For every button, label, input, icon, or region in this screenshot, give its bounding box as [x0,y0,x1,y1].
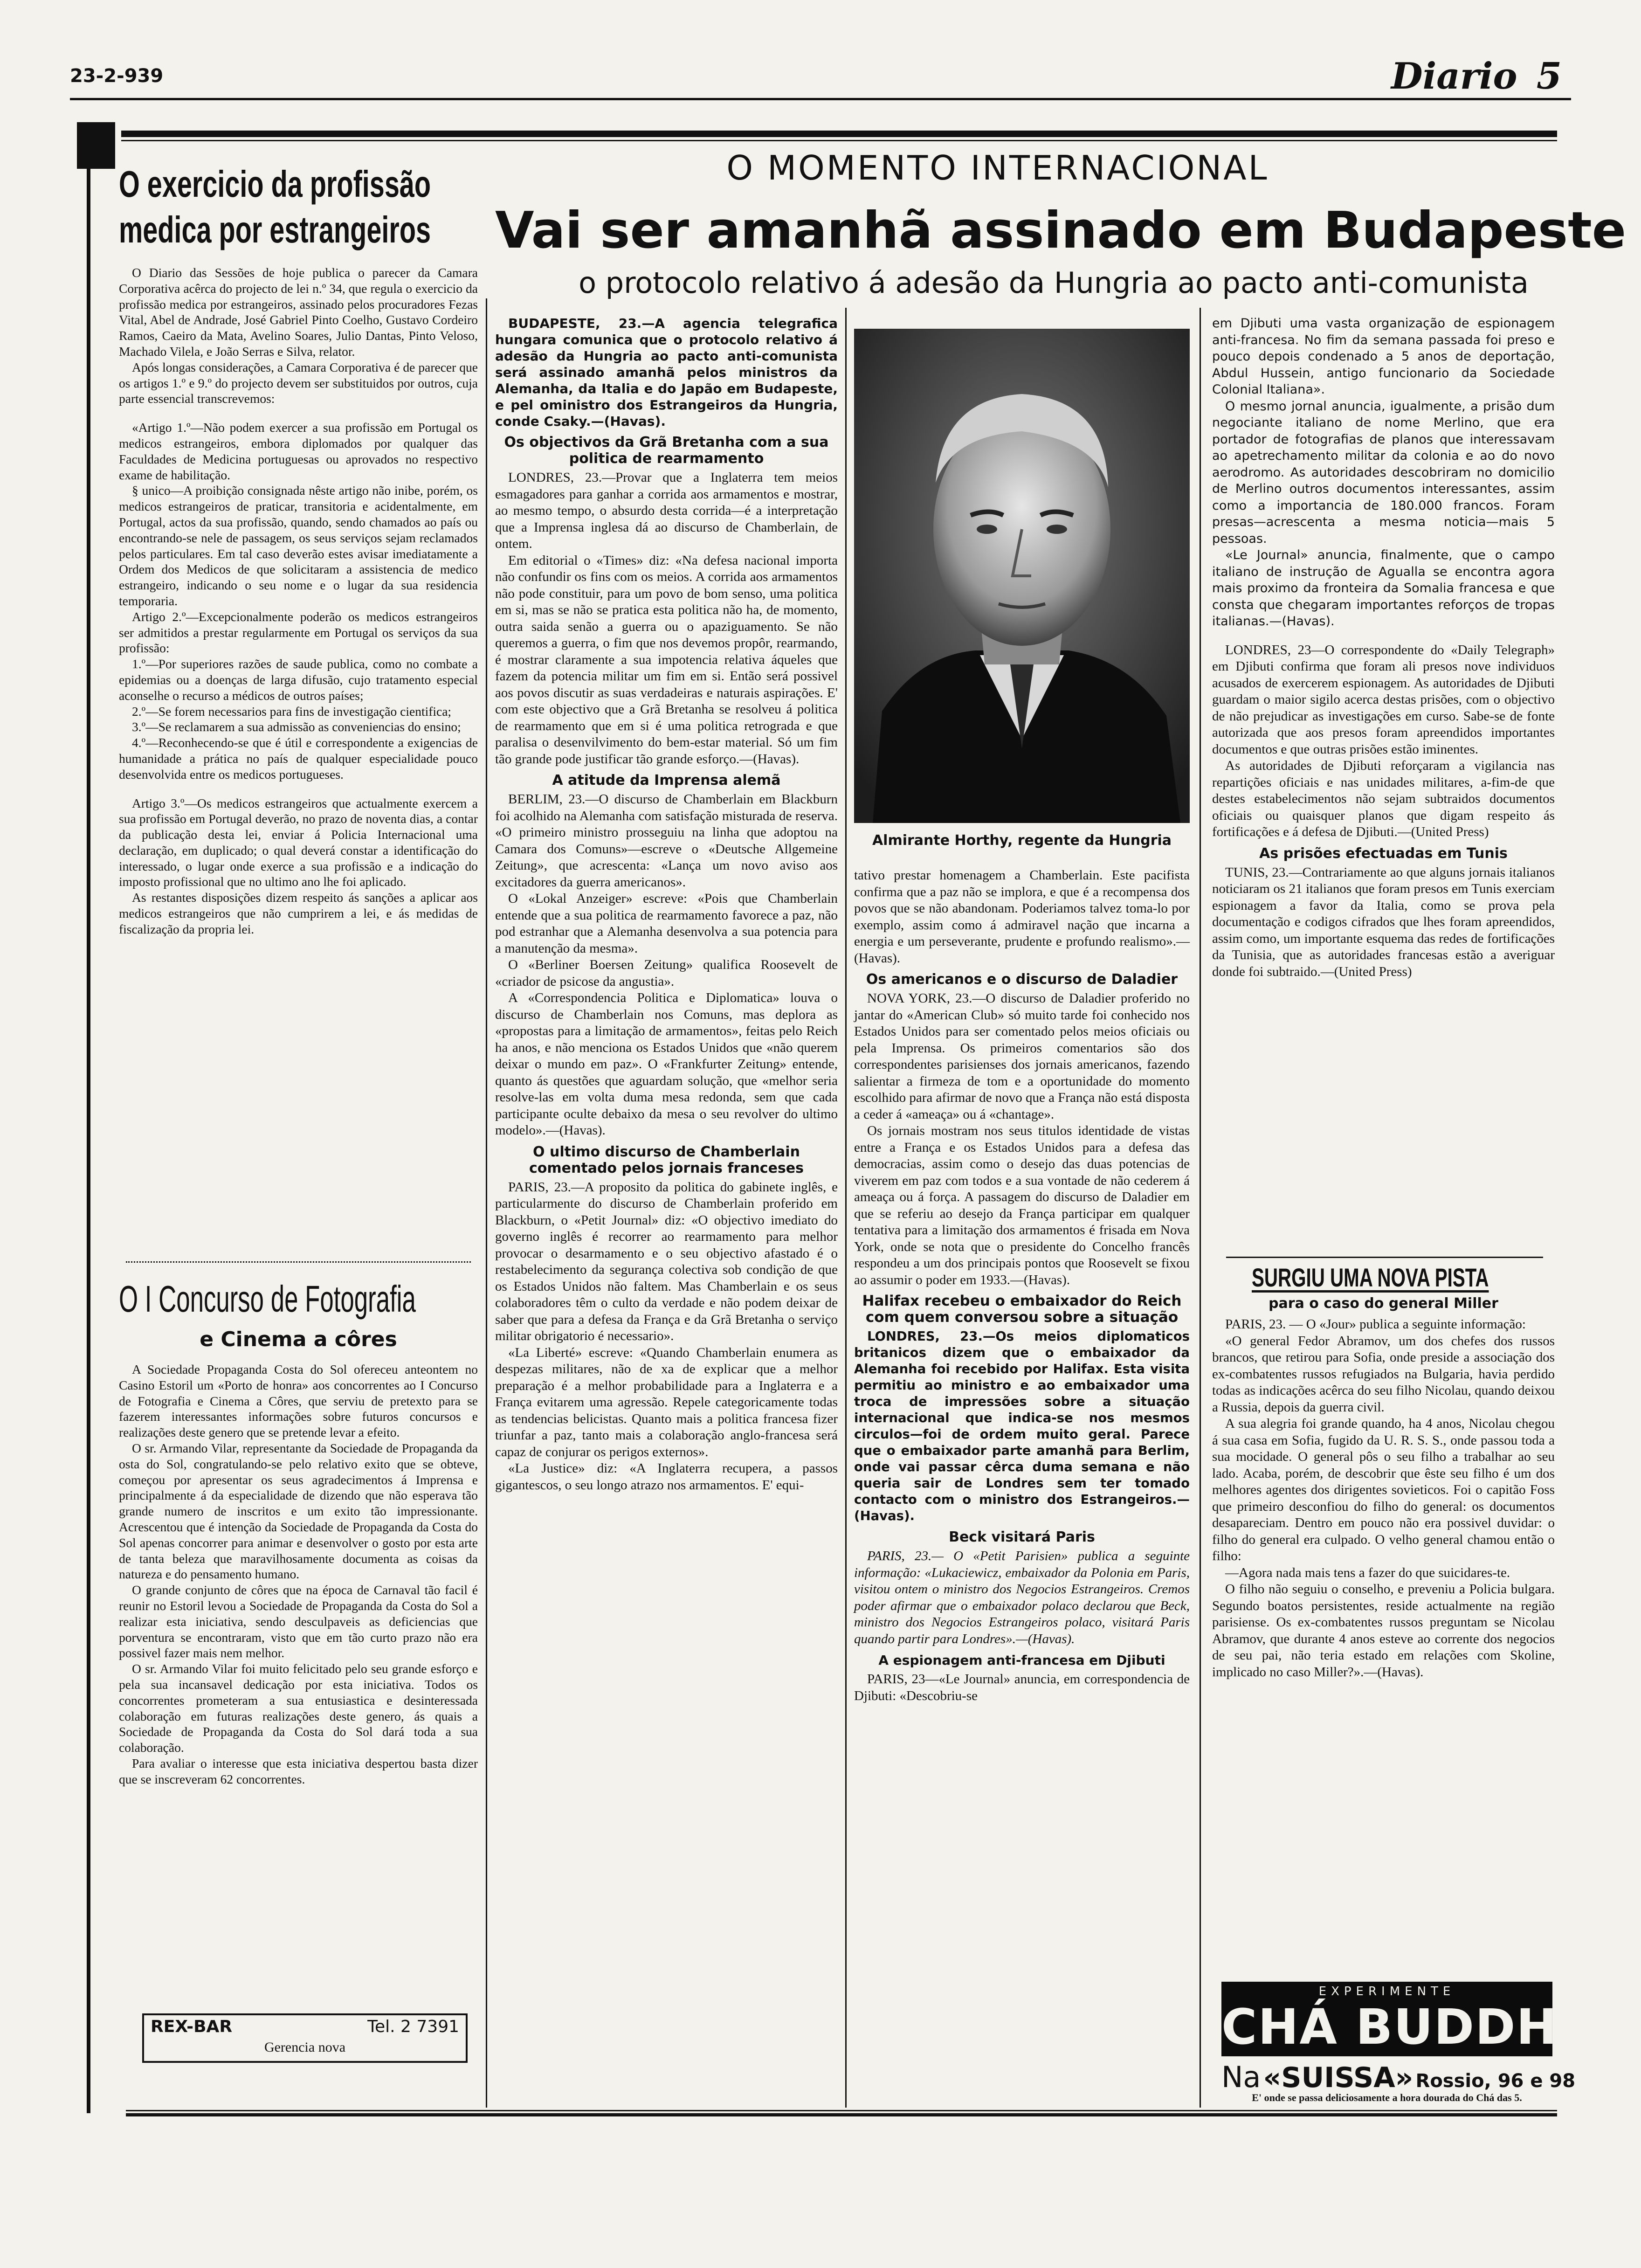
paragraph: As restantes disposições dizem respeito ás sanções a aplicar aos medicos estrangeiros que não cumprirem a lei, e ás medidas de fiscalização da propria lei. [119,890,478,936]
column-3 [1212,315,1555,980]
paragraph: Artigo 2.º—Excepcionalmente poderão os medicos estrangeiros ser admitidos a prestar regularmente em Portugal os serviços da sua profissão: [119,609,478,656]
paragraph: § unico—A proibição consignada nêste artigo não inibe, porém, os medicos estrangeiros de praticar, transitoria e acidentalmente, em Portugal, actos da sua profissão, quando, sendo chamados ao país ou encontrando-se nele de passagem, os seus serviços sejam reclamados pelos particulares. Em tal caso deverão estes avisar imediatamente a Ordem dos Medicos de que solicitaram a assistencia de medico estrangeiro, indicando o seu nome e o lugar da sua residencia temporaria. [119,483,478,608]
left-vertical-rule [87,169,90,2113]
column-2 [854,867,1190,1704]
contest-headline: O I Concurso de Fotografia [119,1278,416,1320]
photo-caption: Almirante Horthy, regente da Hungria [872,832,1172,849]
col-sep-2 [845,308,847,2108]
top-rule-main [121,131,1557,137]
contest-body [119,1362,478,1787]
column-1 [495,315,838,1494]
left-article-body [119,265,478,937]
top-rule-thin [121,140,1557,141]
paragraph: TUNIS, 23.—Contrariamente ao que alguns jornais italianos noticiaram os 21 italianos que foram presos em Tunis exerciam espionagem a favor da Italia, como se prova pela documentação e codigos cifrados que lhes foram apreendidos, assim como, um importante esquema das redes de fortificações da Tunisia, que as autoridades francesas estão a averiguar donde foi subtraido.—(United Press) [1212,864,1555,979]
paragraph: BERLIM, 23.—O discurso de Chamberlain em Blackburn foi acolhido na Alemanha com satisfação misturada de reserva. «O primeiro ministro prosseguiu na linha que adoptou na Camara dos Comuns»—escreve o «Deutsche Allgemeine Zeitung», que acrescenta: «Lança um novo aviso aos excitadores da guerra americanos». [495,792,838,890]
bottom-rule-thin [126,2110,1557,2111]
corner-block [77,122,115,169]
paragraph: LONDRES, 23—O correspondente do «Daily Telegraph» em Djibuti confirma que foram ali presos nove individuos acusados de exercerem espionagem. As autoridades de Djibuti guardam o maior sigilo acerca destas prisões, com o objectivo de não prejudicar as investigações em curso. Sabe-se de fonte autorizada que aos presos foram apreendidos importantes documentos e que outras prisões estão iminentes. [1212,642,1555,757]
section-title: Beck visitará Paris [949,1529,1095,1545]
paragraph: A Sociedade Propaganda Costa do Sol ofereceu anteontem no Casino Estoril um «Porto de honra» aos concorrentes ao I Concurso de Fotografia e Cinema a Côres, que serviu de pretexto para se fazerem interessantes informações sobre futuros concursos e realizações deste genero que se pretende levar a efeito. [119,1362,478,1440]
section-title: A atitude da Imprensa alemã [552,772,781,788]
masthead-title: Diario [1391,55,1517,97]
left-headline-line1: O exercicio da profissão [119,163,431,205]
paragraph: Para avaliar o interesse que esta iniciativa despertou basta dizer que se inscreveram 62 concorrentes. [119,1756,478,1786]
horthy-photo [854,329,1190,823]
ad-brand: CHÁ BUDDHA [1221,1998,1596,2055]
portrait-illustration [854,329,1190,823]
paragraph: O mesmo jornal anuncia, igualmente, a prisão dum negociante italiano de nome Merlino, que era portador de fotografias de planos que interessavam ao apetrechamento militar da colonia e ao do novo aerodromo. As autoridades descobriram no domicilio de Merlino outros documentos interessantes, assim como a importancia de 180.000 francos. Foram presas—acrescenta a mesma noticia—mais 5 pessoas. [1212,399,1555,546]
main-headline: Vai ser amanhã assinado em Budapeste [495,201,1626,260]
paragraph: Após longas considerações, a Camara Corporativa é de parecer que os artigos 1.º e 9.º do projecto devem ser substituidos por outros, cuja parte essencial transcrevemos: [119,360,478,406]
paragraph: «La Liberté» escreve: «Quando Chamberlain enumera as despezas militares, não de xa de explicar que a melhor preparação é a melhor probabilidade para a Inglaterra e a França evitarem uma agressão. Repele categoricamente todas as tendencias belicistas. Quanto mais a politica francesa fizer triunfar a paz, tanto mais a colaboração anglo-francesa será capaz de conjurar os perigos externos». [495,1345,838,1459]
paragraph: Artigo 3.º—Os medicos estrangeiros que actualmente exercem a sua profissão em Portugal deverão, no prazo de noventa dias, a contar da publicação desta lei, enviar á Policia Internacional uma declaração, em duplicado; o qual deverá constar a identificação do interessado, o lugar onde exerce a sua profissão e a indicação do imposto profissional que no ultimo ano lhe foi aplicado. [119,795,478,889]
section-title: Os objectivos da Grã Bretanha com a sua politica de rearmamento [504,434,829,467]
paragraph: LONDRES, 23.—Provar que a Inglaterra tem meios esmagadores para ganhar a corrida aos armamentos e mostrar, ao mesmo tempo, o absurdo desta corrida—é a interpretação que a Imprensa inglesa dá ao discurso de Chamberlain, de ontem. [495,470,838,551]
ad-address: Rossio, 96 e 98 [1415,2070,1576,2092]
rex-bar-ad [142,2013,468,2063]
section-title: Os americanos e o discurso de Daladier [866,971,1178,988]
paragraph: «O general Fedor Abramov, um dos chefes dos russos brancos, que retirou para Sofia, onde preside a associação dos ex-combatentes russos refugiados na Bulgaria, havia perdido todas as indicações acêrca do seu filho Nicolau, quando deixou a Russia, depois da guerra civil. [1212,1333,1555,1415]
ad-shop: «SUISSA» [1263,2061,1413,2094]
section-kicker: O MOMENTO INTERNACIONAL [726,148,1269,187]
paragraph: 2.º—Se forem necessarios para fins de investigação cientifica; [132,704,452,719]
paragraph: 4.º—Reconhecendo-se que é útil e correspondente a exigencias de humanidade a prática no país de qualquer especialidade pouco desenvolvida entre os medicos portugueses. [119,735,478,781]
rex-bar-phone: Tel. 2 7391 [367,2017,459,2036]
contest-subhead: e Cinema a côres [200,1328,397,1351]
ad-na: Na [1221,2060,1261,2094]
paragraph: PARIS, 23. — O «Jour» publica a seguinte informação: [1225,1317,1526,1332]
paragraph: 1.º—Por superiores razões de saude publica, como no combate a epidemias ou a doenças de larga difusão, cujo tratamento especial aconselhe o recurso a médicos de outros países; [119,657,478,703]
pista-headline: SURGIU UMA NOVA PISTA [1252,1263,1489,1292]
section-title: As prisões efectuadas em Tunis [1259,845,1508,862]
cha-buddha-ad [1212,1982,1596,2108]
col-sep-1 [486,298,487,2108]
paragraph: NOVA YORK, 23.—O discurso de Daladier proferido no jantar do «American Club» só muito tarde foi conhecido nos Estados Unidos para ser comentado pelos meios oficiais ou pela Imprensa. Os primeiros comentarios são dos correspondentes parisienses dos jornais americanos, fazendo salientar a firmeza de tom e a oportunidade do momento escolhido para afirmar de novo que a França não está disposta a ceder á «ameaça» ou á «chantage». [854,991,1190,1122]
section-title: Halifax recebeu o embaixador do Reich com quem conversou sobre a situação [862,1293,1182,1326]
paragraph: O sr. Armando Vilar, representante da Sociedade de Propaganda da osta do Sol, congratulando-se pelo relativo exito que se obteve, começou por apresentar os seus agradecimentos á Imprensa e principalmente á da especialidade de dizendo que não esperava tão grande numero de inscritos e um exito tão impressionante. Acrescentou que é intenção da Sociedade de Propaganda da Costa do Sol apenas concorrer para animar e desenvolver o gosto por esta arte de tanta beleza que maravilhosamente documenta as coisas da natureza e do pensamento humano. [119,1440,478,1582]
paragraph: —Agora nada mais tens a fazer do que suicidares-te. [1225,1565,1510,1580]
bottom-rule [126,2113,1557,2116]
col-sep-3 [1200,308,1201,2108]
ad-slogan: E' onde se passa deliciosamente a hora dourada do Chá das 5. [1252,2092,1522,2103]
paragraph: PARIS, 23—«Le Journal» anuncia, em correspondencia de Djibuti: «Descobriu-se [854,1672,1190,1703]
paragraph: O filho não seguiu o conselho, e preveniu a Policia bulgara. Segundo boatos persistentes, reside actualmente na região parisiense. Os ex-combatentes russos preguntam se Nicolau Abramov, que durante 4 anos esteve ao corrente dos negocios de seu pai, não teria estado em relações com Skoline, implicado no caso Miller?».—(Havas). [1212,1582,1555,1680]
paragraph: O Diario das Sessões de hoje publica o parecer da Camara Corporativa acêrca do projecto de lei n.º 34, que regula o exercicio da profissão medica por estrangeiros, assinado pelos procuradores Fezas Vital, Abel de Andrade, José Gabriel Pinto Coelho, Gustavo Cordeiro Ramos, Caeiro da Mata, Avelino Soares, Julio Dantas, Pinto Veloso, Machado Vilela, e João Serras e Silva, relator. [119,265,478,359]
paragraph: O «Berliner Boersen Zeitung» qualifica Roosevelt de «criador de psicose da angustia». [495,957,838,989]
paragraph: 3.º—Se reclamarem a sua admissão as conveniencias do ensino; [132,719,461,734]
ad-shop-line [1221,2060,1576,2094]
ad-experimente: EXPERIMENTE [1318,1984,1455,1998]
pista-article [1212,1263,1555,1680]
page-number: 5 [1536,55,1562,97]
paragraph: Os jornais mostram nos seus titulos identidade de vistas entre a França e os Estados Unidos para a defesa das democracias, assim como o desejo das duas potencias de viverem em paz com todos e a sua vontade de não cederem á ameaça ou á força. A passagem do discurso de Daladier em que se referiu ao desejo da França participar em qualquer tentativa para a limitação dos armamentos é frisada em Nova York, onde se nota que o presidente do Concelho francês respondeu a um dos principais pontos que Roosevelt se fixou ao assumir o poder em 1933.—(Havas). [854,1123,1190,1287]
main-subheadline: o protocolo relativo á adesão da Hungria ao pacto anti-comunista [579,266,1529,300]
paragraph: O sr. Armando Vilar foi muito felicitado pelo seu grande esforço e pela sua incansavel dedicação por esta iniciativa. Todos os concorrentes prometeram a sua entusiastica e desinteressada colaboração em futuras realizações deste genero, ás quais a Sociedade de Propaganda da Costa do Sol dará toda a sua colaboração. [119,1661,478,1755]
paragraph: A «Correspondencia Politica e Diplomatica» louva o discurso de Chamberlain nos Comuns, mas deplora as «propostas para a limitação de armamentos», feitas pelo Reich ha anos, e não menciona os Estados Unidos que «não querem deixar o mundo em paz». O «Frankfurter Zeitung» entende, quanto ás questões que aguardam solução, que «melhor seria resolve-las em volta duma mesa redonda, sem que cada participante oculte debaixo da mesa o seu revolver do ultimo modelo».—(Havas). [495,990,838,1138]
paragraph: em Djibuti uma vasta organização de espionagem anti-francesa. No fim da semana passada foi preso e pouco depois condenado a 5 anos de deportação, Abdul Hussein, antigo funcionario da Sociedade Colonial Italiana». [1212,316,1555,397]
paragraph: O grande conjunto de côres que na época de Carnaval tão facil é reunir no Estoril levou a Sociedade de Propaganda da Costa do Sol a realizar esta iniciativa, sendo desculpaveis as deficiencias que porventura se encontraram, visto que em tão curto prazo não era possivel fazer mais nem melhor. [119,1583,478,1660]
paragraph: PARIS, 23.—A proposito da politica do gabinete inglês, e particularmente do discurso de Chamberlain proferido em Blackburn, o «Petit Journal» diz: «O objectivo imediato do governo inglês é recorrer ao rearmamento para melhor provocar o desarmamento e o seu objectivo afastado é o restabelecimento da segurança colectiva sob condição de que os Estados Unidos não faltem. Mas Chamberlain e os seus colaboradores têm o culto da verdade e não podem deixar de saber que para a defesa da França e da Grã Bretanha o serviço militar obrigatorio é necessario». [495,1179,838,1343]
paragraph: «La Justice» diz: «A Inglaterra recupera, a passos gigantescos, o seu longo atrazo nos armamentos. E' equi- [495,1461,838,1493]
paragraph: tativo prestar homenagem a Chamberlain. Este pacifista confirma que a paz não se implora, e que é a recompensa dos povos que se não abandonam. Poderiamos talvez toma-lo por exemplo, assim como á admiravel nação que incarna a energia e um perseverante, prudente e profundo realismo».—(Havas). [854,868,1190,966]
paragraph: As autoridades de Djibuti reforçaram a vigilancia nas repartições oficiais e nas unidades militares, a-fim-de que destes estabelecimentos não sejam subtraidos documentos oficiais ou quaisquer planos que digam respeito ás fortificações e á defesa de Djibuti.—(United Press) [1212,758,1555,839]
paragraph: Em editorial o «Times» diz: «Na defesa nacional importa não confundir os fins com os meios. A corrida aos armamentos não pode constituir, para um povo de bom senso, uma politica em si, mas se não se pratica esta politica não ha, de momento, outra saida senão a guerra ou o apaziguamento. Se não queremos a guerra, o fim que nos devemos propôr, rearmando, é mostrar claramente a sua impotencia relativa áqueles que fazem da potencia militar um fim em si. Então será possivel aos povos discutir as suas verdadeiras e naturais aspirações. E' com este objectivo que a Grã Bretanha se resolveu á politica de rearmamento que em si é uma politica retrograda e que paralisa o desenvilvimento do bem-estar material. Só um fim tão grande pode justificar tão grande esforço.—(Havas). [495,553,838,767]
page-date: 23-2-939 [70,65,164,87]
paragraph: PARIS, 23.— O «Petit Parisien» publica a seguinte informação: «Lukaciewicz, embaixador da Polonia em Paris, visitou ontem o ministro dos Negocios Estrangeiros. Cremos poder afirmar que o embaixador polaco declarou que Beck, ministro dos Negocios Estrangeiros polaco, visitará Paris quando partir para Londres».—(Havas). [854,1549,1190,1646]
left-article [119,163,478,937]
masthead [1391,55,1562,97]
pista-top-rule [1226,1257,1543,1258]
left-headline-line2: medica por estrangeiros [119,209,431,250]
section-title: O ultimo discurso de Chamberlain comentado pelos jornais franceses [529,1143,804,1176]
paragraph: O «Lokal Anzeiger» escreve: «Pois que Chamberlain entende que a sua politica de rearmamento favorece a paz, não pod estranhar que a Alemanha desenvolva a sua potencia para a manutenção da mesma». [495,891,838,956]
pista-subhead: para o caso do general Miller [1269,1295,1498,1312]
ornament-separator [126,1261,471,1265]
budapest-lead: BUDAPESTE, 23.—A agencia telegrafica hungara comunica que o protocolo relativo á adesão da Hungria ao pacto anti-comunista será assinado amanhã pelos ministros da Alemanha, da Italia e do Japão em Budapeste, e pel oministro dos Estrangeiros da Hungria, conde Csaky.—(Havas). [495,316,838,429]
paragraph: A sua alegria foi grande quando, ha 4 anos, Nicolau chegou á sua casa em Sofia, fugido da U. R. S. S., onde passou toda a sua mocidade. O general pôs o seu filho a trabalhar ao seu lado. Acaba, porém, de descobrir que êste seu filho é um dos melhores agentes dos dirigentes sovieticos. Foi o capitão Foss que primeiro desconfiou do filho do general: os documentos desapareciam. Dentro em pouco não era possivel duvidar: o filho do general era culpado. O velho general chamou então o filho: [1212,1416,1555,1563]
paragraph: «Le Journal» anuncia, finalmente, que o campo italiano de instrução de Agualla se encontra agora mais proximo da fronteira da Somalia francesa e que consta que chegaram importantes reforços de tropas italianas.—(Havas). [1212,548,1555,629]
rex-bar-note: Gerencia nova [264,2040,346,2055]
paragraph: «Artigo 1.º—Não podem exercer a sua profissão em Portugal os medicos estrangeiros, embora diplomados por qualquer das Faculdades de Medicina portuguesas ou aprovados no respectivo exame de habilitação. [119,420,478,482]
contest-article [119,1278,478,1787]
pista-body [1212,1316,1555,1680]
header-rule [70,98,1571,100]
halifax-lead: LONDRES, 23.—Os meios diplomaticos britanicos dizem que o embaixador da Alemanha foi recebido por Halifax. Esta visita permitiu ao ministro e ao embaixador uma troca de impressões sobre a situação internacional que indica-se nos mesmos circulos—foi de ordem muito geral. Parece que o embaixador parte amanhã para Berlim, onde vai passar cêrca duma semana e não queria sair de Londres sem ter tomado contacto com o ministro dos Estrangeiros.—(Havas). [854,1329,1190,1523]
section-title: A espionagem anti-francesa em Djibuti [878,1653,1165,1668]
rex-bar-name: REX-BAR [151,2017,233,2036]
